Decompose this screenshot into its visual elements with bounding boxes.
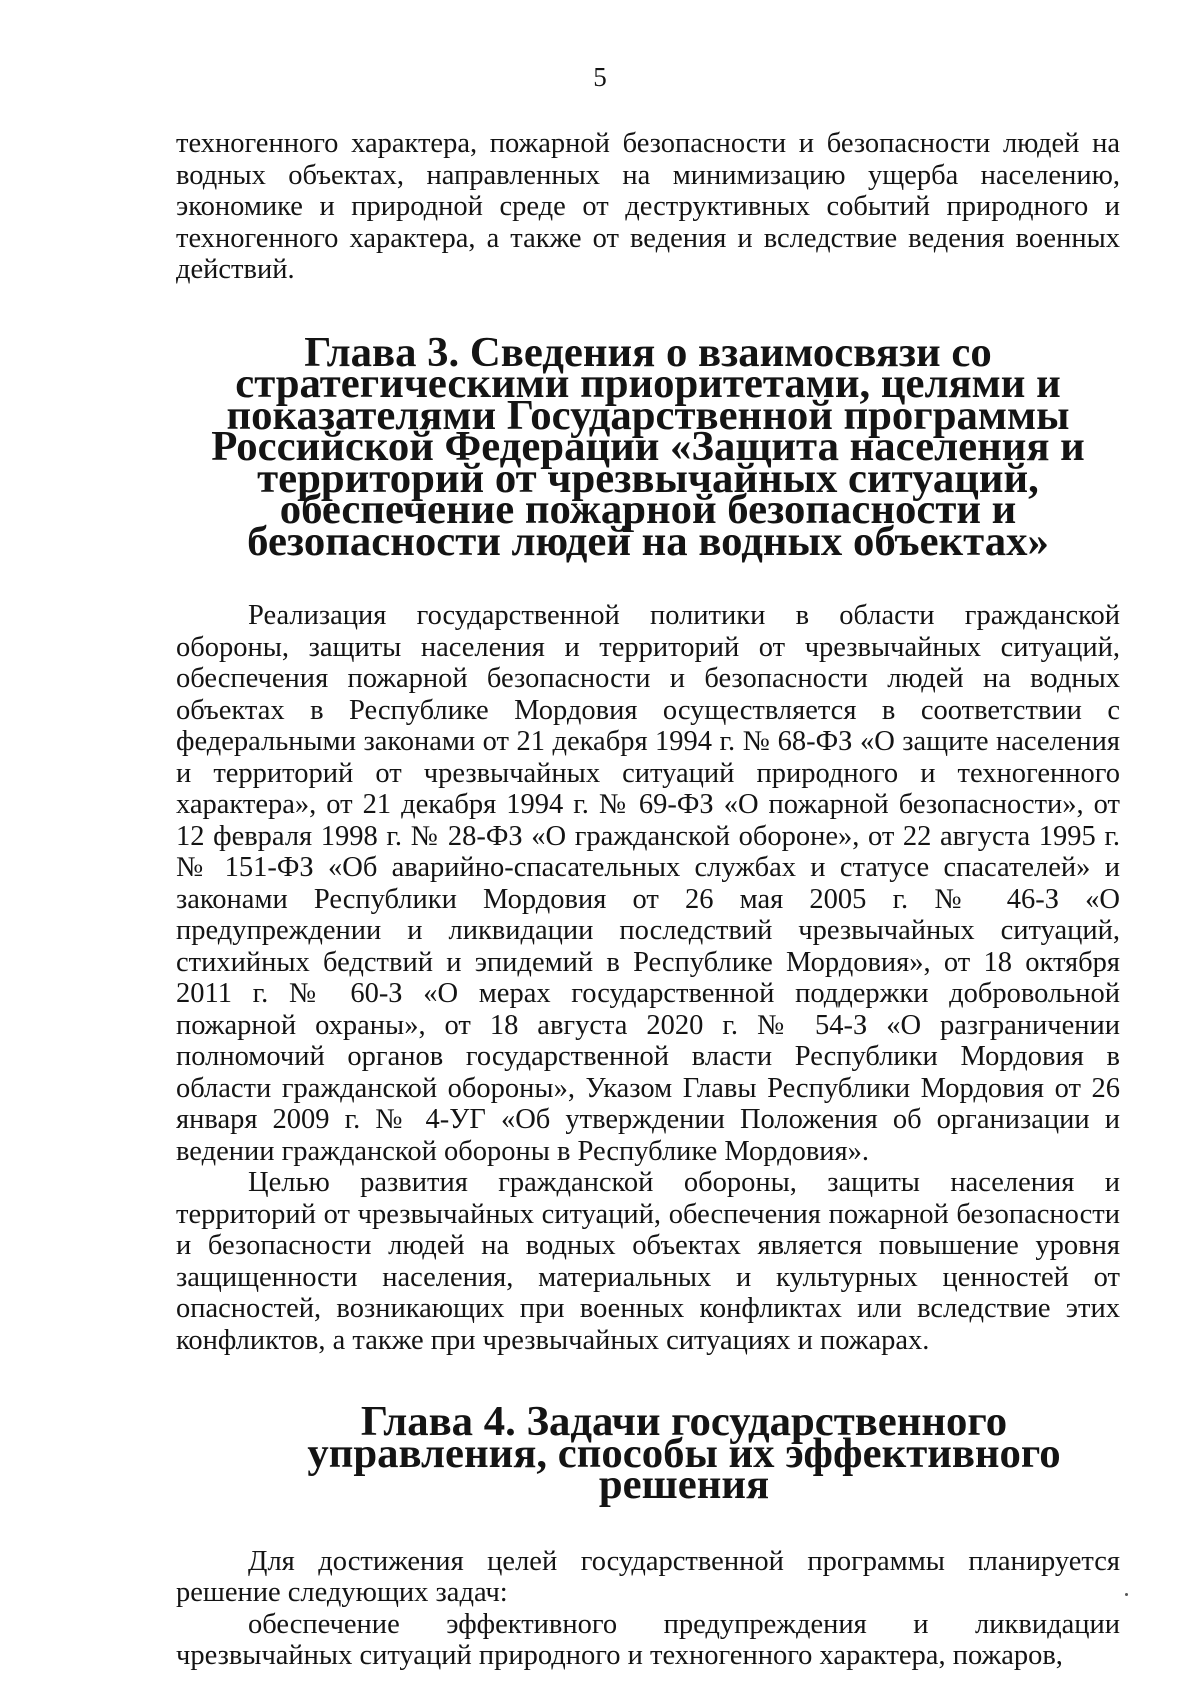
document-body xyxy=(176,128,1120,1672)
paragraph-continuation: техногенного характера, пожарной безопасности и безопасности людей на водных объектах, направленных на минимизацию ущерба населению, экономике и природной среде от деструктивных событий природного и техногенного характера, а также от ведения и вследствие ведения военных действий. xyxy=(176,128,1120,285)
chapter-3-paragraph-goal: Целью развития гражданской обороны, защиты населения и территорий от чрезвычайных ситуаций, обеспечения пожарной безопасности и безопасности людей на водных объектах является повышение уровня защищенности населения, материальных и культурных ценностей от опасностей, возникающих при военных конфликтах или вследствие этих конфликтов, а также при чрезвычайных ситуациях и пожарах. xyxy=(176,1167,1120,1356)
chapter-3-paragraph-legal-basis: Реализация государственной политики в области гражданской обороны, защиты населения и территорий от чрезвычайных ситуаций, обеспечения пожарной безопасности и безопасности людей на водных объектах в Республике Мордовия осуществляется в соответствии с федеральными законами от 21 декабря 1994 г. № 68-ФЗ «О защите населения и территорий от чрезвычайных ситуаций природного и техногенного характера», от 21 декабря 1994 г. № 69-ФЗ «О пожарной безопасности», от 12 февраля 1998 г. № 28-ФЗ «О гражданской обороне», от 22 августа 1995 г. № 151-ФЗ «Об аварийно-спасательных службах и статусе спасателей» и законами Республики Мордовия от 26 мая 2005 г. № 46-З «О предупреждении и ликвидации последствий чрезвычайных ситуаций, стихийных бедствий и эпидемий в Республике Мордовия», от 18 октября 2011 г. № 60-З «О мерах государственной поддержки добровольной пожарной охраны», от 18 августа 2020 г. № 54-З «О разграничении полномочий органов государственной власти Республики Мордовия в области гражданской обороны», Указом Главы Республики Мордовия от 26 января 2009 г. № 4-УГ «Об утверждении Положения об организации и ведении гражданской обороны в Республике Мордовия». xyxy=(176,600,1120,1167)
chapter-4-heading: Глава 4. Задачи государственного управления, способы их эффективного решения xyxy=(307,1398,1061,1508)
chapter-4-paragraph-intro: Для достижения целей государственной программы планируется решение следующих задач: xyxy=(176,1545,1120,1608)
scan-speck xyxy=(1125,1593,1128,1596)
page-number: 5 xyxy=(593,62,607,92)
chapter-3-heading: Глава 3. Сведения о взаимосвязи со стратегическими приоритетами, целями и показателями Государственной программы Российской Федерации «Защита населения и территорий от чрезвычайных ситуаций, обеспечение пожарной безопасности и безопасности людей на водных объектах» xyxy=(211,328,1085,565)
chapter-4-paragraph-task-1: обеспечение эффективного предупреждения и ликвидации чрезвычайных ситуаций природного и техногенного характера, пожаров, xyxy=(176,1608,1120,1671)
